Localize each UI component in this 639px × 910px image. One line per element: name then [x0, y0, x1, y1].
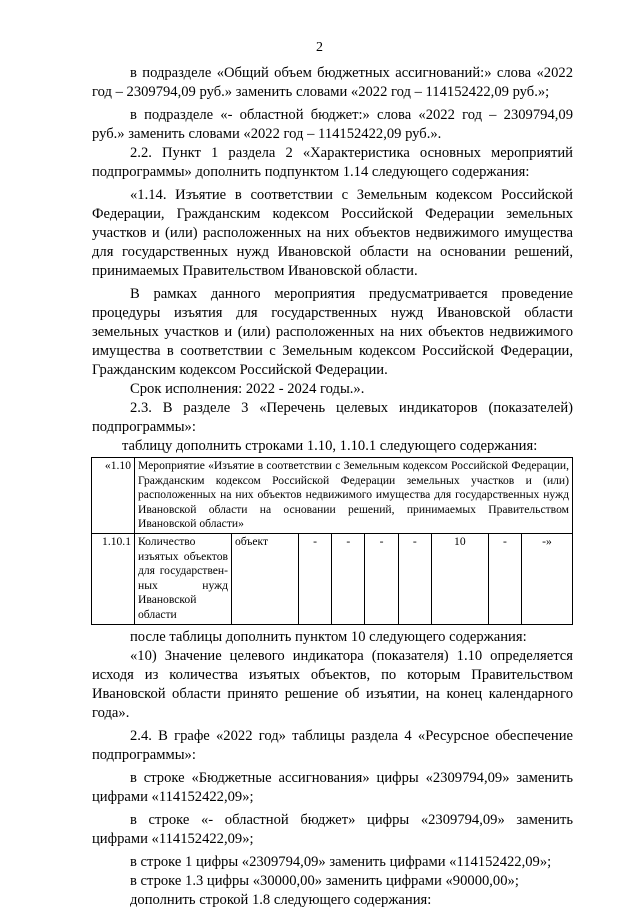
paragraph: в строке 1 цифры «2309794,09» заменить цифрами «114152422,09»; — [130, 853, 552, 870]
table-cell-value: - — [365, 533, 398, 624]
paragraph: 2.2. Пункт 1 раздела 2 «Характеристика основных мероприятий подпрограммы» дополнить подпунктом 1.14 следующего содержания: — [92, 145, 573, 180]
table-row — [92, 533, 573, 624]
table-cell-value: - — [398, 533, 431, 624]
paragraph: дополнить строкой 1.8 следующего содержания: — [130, 891, 432, 908]
paragraph: в подразделе «Общий объем бюджетных ассигнований:» слова «2022 год – 2309794,09 руб.» заменить словами «2022 год – 114152422,09 руб.»; — [92, 65, 573, 100]
paragraph: 2.3. В разделе 3 «Перечень целевых индикаторов (показателей) подпрограммы»: — [92, 400, 573, 435]
table-cell-value: - — [299, 533, 332, 624]
table-cell-value: -» — [522, 533, 573, 624]
indicator-table — [91, 457, 573, 625]
paragraph: в строке «Бюджетные ассигнования» цифры «2309794,09» заменить цифрами «114152422,09»; — [92, 769, 573, 805]
paragraph: в подразделе «- областной бюджет:» слова «2022 год – 2309794,09 руб.» заменить словами «2022 год – 114152422,09 руб.». — [92, 107, 573, 142]
table-cell-number: «1.10 — [92, 458, 135, 534]
paragraph: в строке 1.3 цифры «30000,00» заменить цифрами «90000,00»; — [130, 872, 519, 889]
paragraph: В рамках данного мероприятия предусматривается проведение процедуры изъятия для государственных нужд Ивановской области земельных участков и (или) расположенных на них объектов недвижимого имущества в соответствии с Земельным кодексом Российской Федерации, Гражданским кодексом Российской Федерации. — [92, 286, 573, 378]
table-cell-value: - — [488, 533, 521, 624]
table-cell-unit: объект — [232, 533, 299, 624]
paragraph: Срок исполнения: 2022 - 2024 годы.». — [130, 381, 365, 397]
paragraph: «10) Значение целевого индикатора (показателя) 1.10 определяется исходя из количества изъятых объектов, по которым Правительством Ивановской области принято решение об изъятии, на конец календарного года». — [92, 647, 573, 721]
table-cell-name: Количество изъятых объектов для государствен-ных нужд Ивановской области — [135, 533, 232, 624]
paragraph: 2.4. В графе «2022 год» таблицы раздела 4 «Ресурсное обеспечение подпрограммы»: — [92, 727, 573, 763]
paragraph: после таблицы дополнить пунктом 10 следующего содержания: — [130, 628, 527, 645]
table-lead-text: таблицу дополнить строками 1.10, 1.10.1 следующего содержания: — [122, 438, 538, 454]
document-body — [92, 64, 573, 910]
paragraph: в строке «- областной бюджет» цифры «2309794,09» заменить цифрами «114152422,09»; — [92, 811, 573, 847]
page-number: 2 — [316, 40, 323, 55]
table-cell-text: Мероприятие «Изъятие в соответствии с Земельным кодексом Российской Федерации, Гражданским кодексом Российской Федерации земельных участков и (или) расположенных на них объектов недвижимого имущества для государственных нужд Ивановской области на основании решений, принимаемых Правительством Ивановской области» — [135, 458, 573, 534]
table-cell-value: - — [332, 533, 365, 624]
table-cell-number: 1.10.1 — [92, 533, 135, 624]
table-cell-value: 10 — [431, 533, 488, 624]
paragraph: «1.14. Изъятие в соответствии с Земельным кодексом Российской Федерации, Гражданским кодексом Российской Федерации земельных участков и (или) расположенных на них объектов недвижимого имущества для государственных нужд Ивановской области на основании решений, принимаемых Правительством Ивановской области. — [92, 187, 573, 279]
table-row — [92, 458, 573, 534]
